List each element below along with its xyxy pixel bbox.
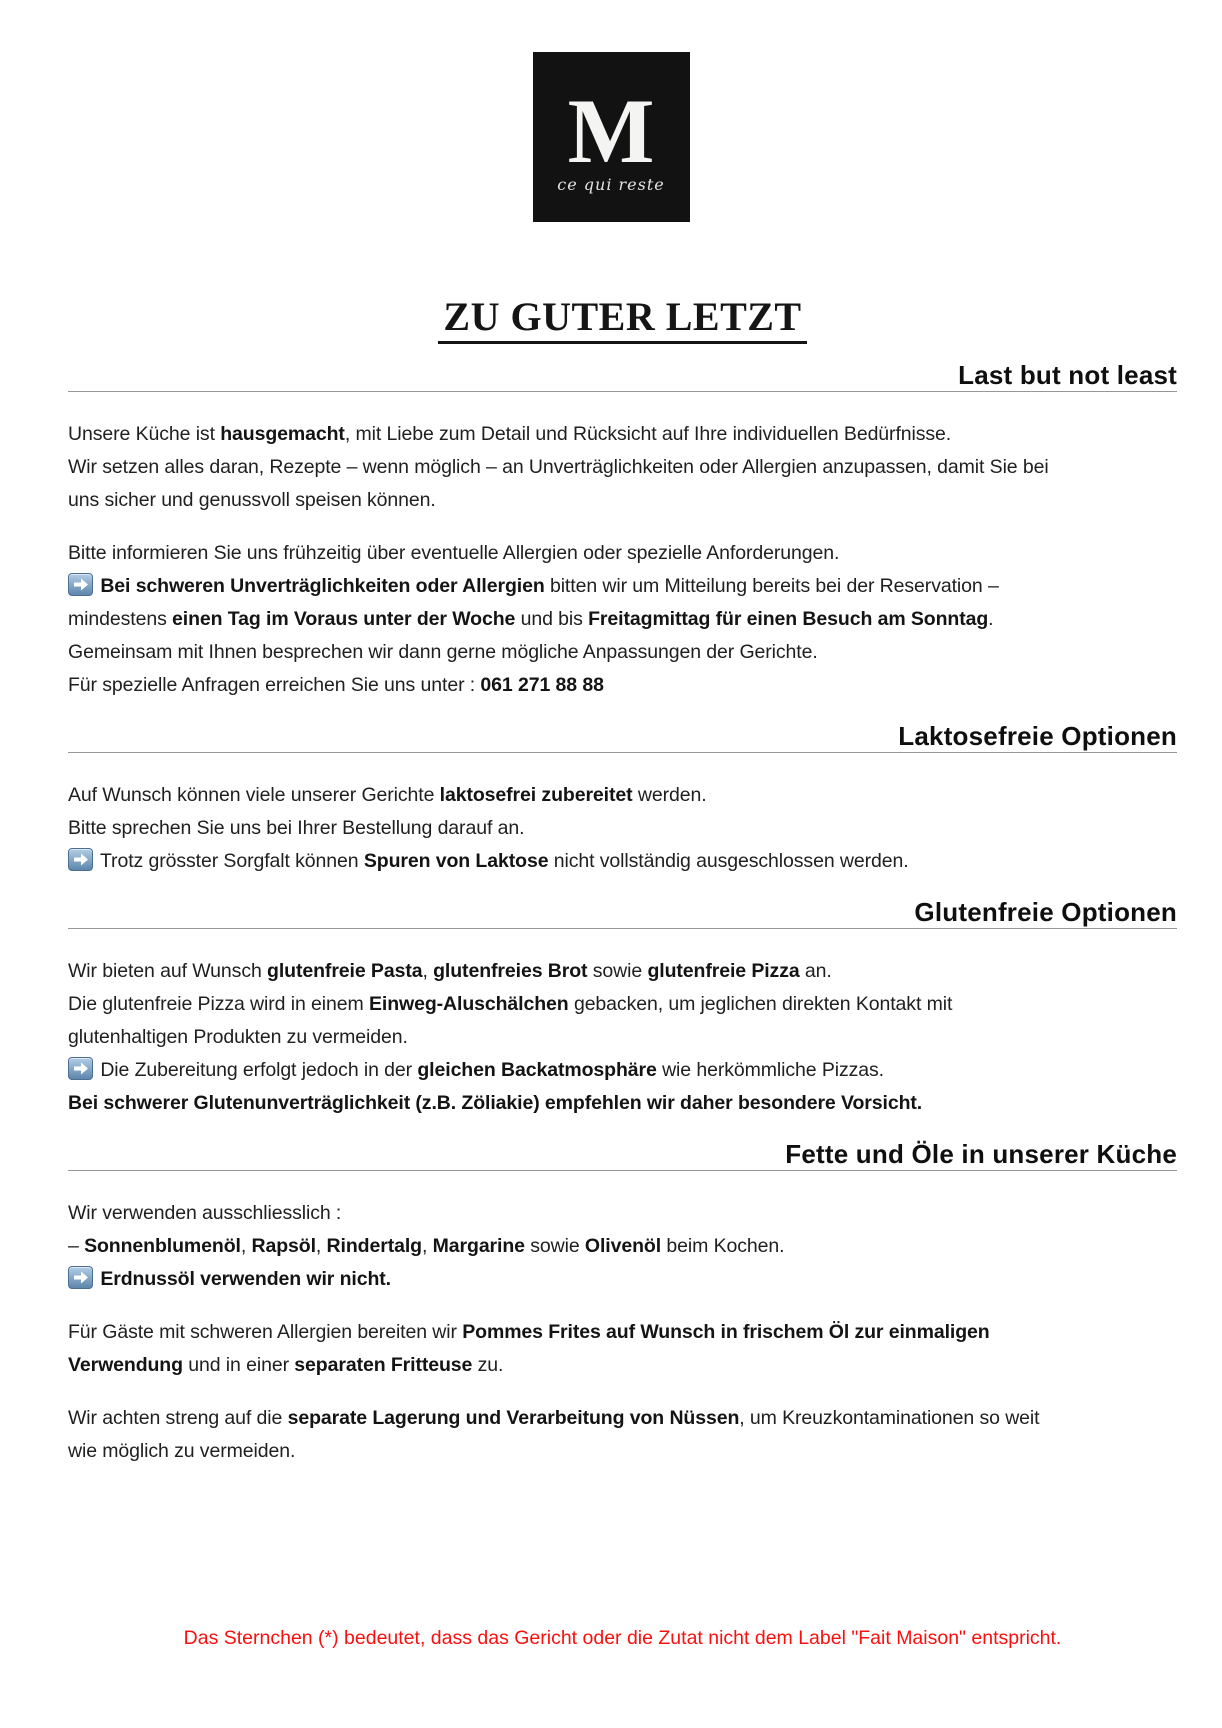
text-run: Verwendung [68,1354,183,1376]
text-run: glutenfreie Pasta [267,960,423,982]
logo-monogram: M [567,79,655,182]
text-line [68,1230,1177,1263]
text-run: separate Lagerung und Verarbeitung von Nüssen [287,1407,740,1429]
text-run: Gemeinsam mit Ihnen besprechen wir dann gerne mögliche Anpassungen der Gerichte. [68,641,818,663]
text-run: an. [799,960,832,982]
text-run: Spuren von Laktose [363,850,549,872]
text-run: Rapsöl [251,1235,316,1257]
text-line [68,603,1177,636]
text-run: Sonnenblumenöl [84,1235,241,1257]
text-run: und bis [515,608,589,630]
paragraph [68,1316,1177,1382]
text-run: Erdnussöl verwenden wir nicht. [100,1268,391,1290]
text-line [68,484,1177,517]
text-run: Freitagmittag für einen Besuch am Sonntag [588,608,989,630]
text-line [68,845,1177,878]
text-run: Die glutenfreie Pizza wird in einem [68,993,369,1015]
arrow-bullet-icon [68,848,93,871]
text-line [68,537,1177,570]
text-run: , mit Liebe zum Detail und Rücksicht auf Ihre individuellen Bedürfnisse. [344,423,952,445]
logo-tagline: ce qui reste [557,175,665,195]
section-glutenfreie-optionen [68,898,1177,1120]
text-run: glutenhaltigen Produkten zu vermeiden. [68,1026,408,1048]
section-heading-glutenfreie-optionen: Glutenfreie Optionen [68,898,1177,929]
text-run: , [240,1235,252,1257]
text-line [68,1021,1177,1054]
text-run: 061 271 88 88 [480,674,604,696]
text-run: Olivenöl [584,1235,662,1257]
text-run: glutenfreies Brot [433,960,588,982]
text-run: Einweg-Aluschälchen [368,993,569,1015]
text-line [68,1197,1177,1230]
paragraph [68,418,1177,517]
text-line [68,988,1177,1021]
paragraph [68,1197,1177,1296]
section-laktosefreie-optionen [68,722,1177,878]
text-line [68,451,1177,484]
text-run: sowie [587,960,648,982]
text-run: mindestens [68,608,173,630]
text-run: Für Gäste mit schweren Allergien bereiten wir [68,1321,463,1343]
text-line [68,955,1177,988]
section-heading-last-but-not-least: Last but not least [68,361,1177,392]
text-line [68,1316,1177,1349]
page-title: ZU GUTER LETZT [438,296,806,344]
text-run: . [988,608,994,630]
text-run: wie herkömmliche Pizzas. [656,1059,884,1081]
text-run: beim Kochen. [661,1235,785,1257]
text-run: Wir setzen alles daran, Rezepte – wenn möglich – an Unverträglichkeiten oder Allergien anzupassen, damit Sie bei [68,456,1049,478]
text-run: gleichen Backatmosphäre [417,1059,657,1081]
text-run: Bitte sprechen Sie uns bei Ihrer Bestellung darauf an. [68,817,525,839]
sections [68,361,1177,1468]
paragraph [68,1402,1177,1468]
text-line [68,779,1177,812]
text-run: zu. [472,1354,504,1376]
text-run: Auf Wunsch können viele unserer Gerichte [68,784,440,806]
text-run: Für spezielle Anfragen erreichen Sie uns unter : [68,674,481,696]
text-run: – [68,1235,85,1257]
text-line [68,1349,1177,1382]
text-run: Pommes Frites auf Wunsch in frischem Öl zur einmaligen [462,1321,990,1343]
text-run: werden. [632,784,707,806]
text-run: hausgemacht [220,423,345,445]
section-heading-fette-und-oele: Fette und Öle in unserer Küche [68,1140,1177,1171]
text-run: wie möglich zu vermeiden. [68,1440,296,1462]
text-line [68,1263,1177,1296]
text-run: Rindertalg [326,1235,422,1257]
title-row [68,296,1177,344]
footnote: Das Sternchen (*) bedeutet, dass das Gericht oder die Zutat nicht dem Label "Fait Maison" entspricht. [183,1627,1062,1649]
text-run: Margarine [432,1235,525,1257]
text-run: und in einer [182,1354,295,1376]
text-run: einen Tag im Voraus unter der Woche [172,608,516,630]
text-line [68,570,1177,603]
text-run: laktosefrei zubereitet [439,784,633,806]
text-run: gebacken, um jeglichen direkten Kontakt mit [568,993,953,1015]
text-run: Wir achten streng auf die [68,1407,288,1429]
text-line [68,1402,1177,1435]
text-run: glutenfreie Pizza [647,960,800,982]
text-run: Bei schweren Unverträglichkeiten oder Allergien [100,575,545,597]
text-line [68,1054,1177,1087]
text-run: , [421,1235,433,1257]
text-run: , [315,1235,327,1257]
text-line [68,418,1177,451]
text-run: bitten wir um Mitteilung bereits bei der Reservation – [544,575,999,597]
text-run: , um Kreuzkontaminationen so weit [739,1407,1040,1429]
arrow-bullet-icon [68,1057,93,1080]
text-run: nicht vollständig ausgeschlossen werden. [548,850,909,872]
text-run: Die Zubereitung erfolgt jedoch in der [95,1059,418,1081]
section-last-but-not-least [68,361,1177,702]
text-run: Bitte informieren Sie uns frühzeitig über eventuelle Allergien oder spezielle Anforderungen. [68,542,840,564]
restaurant-logo [533,52,690,222]
text-run: Wir bieten auf Wunsch [68,960,268,982]
arrow-bullet-icon [68,1266,93,1289]
text-run: Wir verwenden ausschliesslich : [68,1202,342,1224]
section-heading-laktosefreie-optionen: Laktosefreie Optionen [68,722,1177,753]
text-run: separaten Fritteuse [294,1354,473,1376]
section-fette-und-oele [68,1140,1177,1468]
text-line [68,669,1177,702]
text-run: , [422,960,434,982]
text-run: Unsere Küche ist [68,423,221,445]
text-line [68,636,1177,669]
text-line [68,1435,1177,1468]
paragraph [68,955,1177,1120]
text-run: uns sicher und genussvoll speisen können. [68,489,436,511]
text-run: Bei schwerer Glutenunverträglichkeit (z.B. Zöliakie) empfehlen wir daher besondere Vorsicht. [68,1092,923,1114]
text-line [68,1087,1177,1120]
text-run: Trotz grösster Sorgfalt können [95,850,364,872]
paragraph [68,537,1177,702]
arrow-bullet-icon [68,573,93,596]
text-line [68,812,1177,845]
paragraph [68,779,1177,878]
text-run: sowie [524,1235,585,1257]
